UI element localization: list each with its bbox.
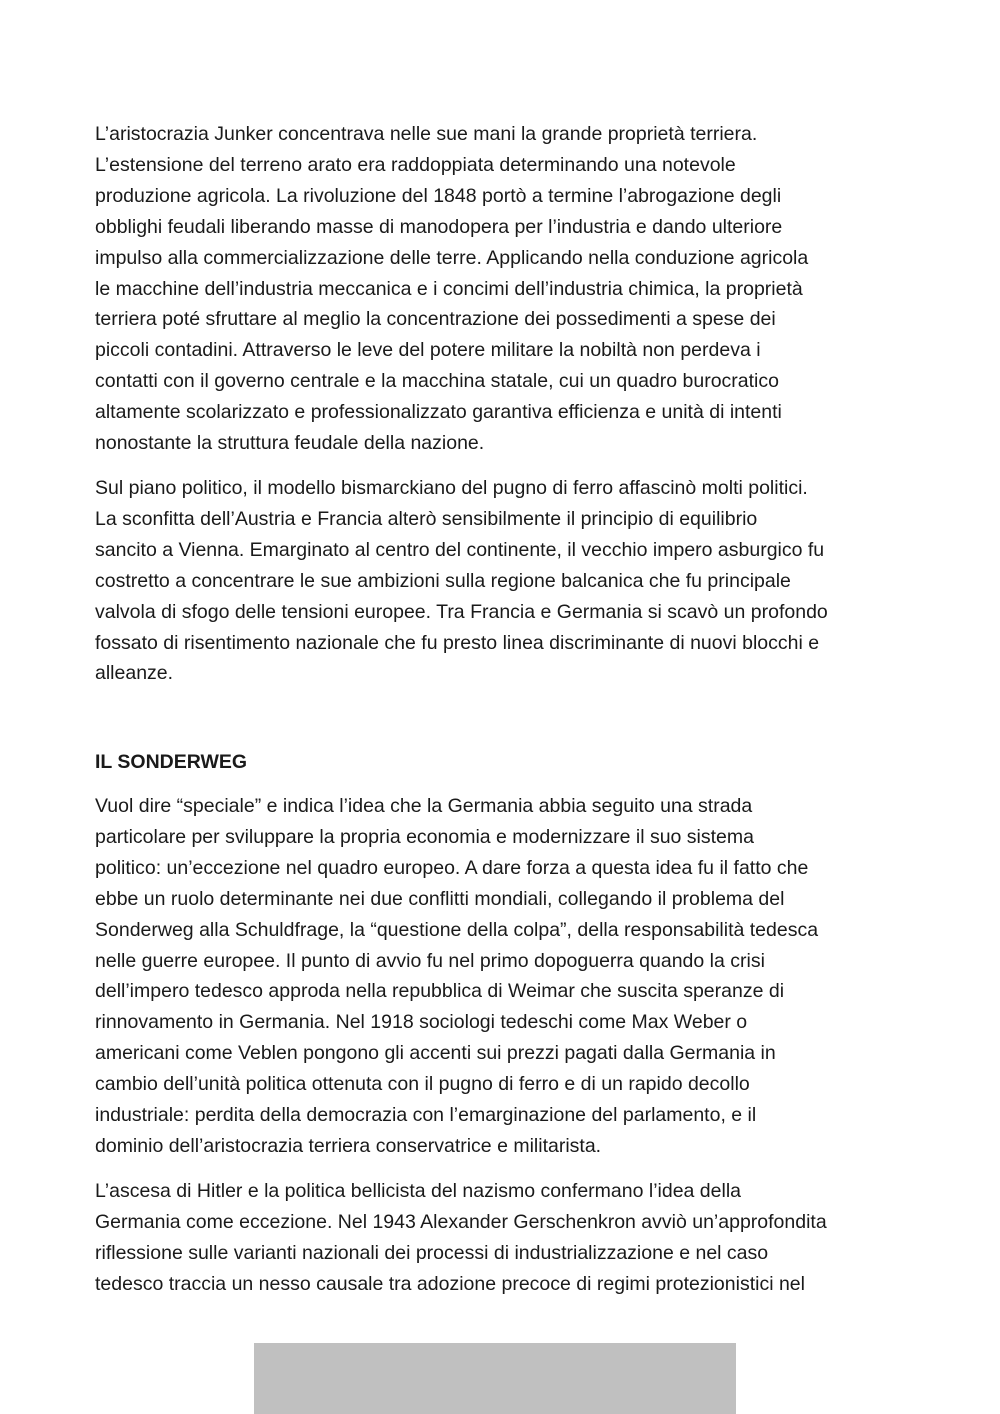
text-line: Sul piano politico, il modello bismarckiano del pugno di ferro affascinò molti politici. — [95, 476, 808, 499]
paragraph-junker — [95, 119, 910, 459]
text-line: alleanze. — [95, 662, 174, 685]
text-line: tedesco traccia un nesso causale tra adozione precoce di regimi protezionistici nel — [95, 1272, 805, 1295]
text-line: obblighi feudali liberando masse di manodopera per l’industria e dando ulteriore — [95, 215, 783, 238]
text-line: L’estensione del terreno arato era raddoppiata determinando una notevole — [95, 153, 736, 176]
text-line: cambio dell’unità politica ottenuta con il pugno di ferro e di un rapido decollo — [95, 1073, 750, 1096]
text-line: altamente scolarizzato e professionalizzato garantiva efficienza e unità di intenti — [95, 401, 782, 424]
text-line: L’aristocrazia Junker concentrava nelle sue mani la grande proprietà terriera. — [95, 123, 758, 145]
text-line: L’ascesa di Hitler e la politica bellicista del nazismo confermano l’idea della — [95, 1179, 742, 1202]
text-line: politico: un’eccezione nel quadro europeo. A dare forza a questa idea fu il fatto che — [95, 856, 809, 879]
section-body — [95, 791, 910, 1300]
text-line: valvola di sfogo delle tensioni europee. Tra Francia e Germania si scavò un profondo — [95, 600, 828, 623]
text-line: costretto a concentrare le sue ambizioni sulla regione balcanica che fu principale — [95, 569, 791, 592]
text-line: impulso alla commercializzazione delle terre. Applicando nella conduzione agricola — [95, 246, 809, 269]
text-line: nelle guerre europee. Il punto di avvio fu nel primo dopoguerra quando la crisi — [95, 949, 765, 972]
text-line: fossato di risentimento nazionale che fu presto linea discriminante di nuovi blocchi e — [95, 631, 820, 654]
text-line: americani come Veblen pongono gli accenti sui prezzi pagati dalla Germania in — [95, 1042, 776, 1065]
text-line: le macchine dell’industria meccanica e i concimi dell’industria chimica, la proprietà — [95, 277, 803, 300]
section-heading: IL SONDERWEG — [95, 751, 248, 773]
paragraph-sonderweg — [95, 791, 910, 1162]
footer-gray-bar — [254, 1343, 736, 1414]
text-line: Sonderweg alla Schuldfrage, la “questione della colpa”, della responsabilità tedesca — [95, 918, 819, 941]
text-line: produzione agricola. La rivoluzione del 1848 portò a termine l’abrogazione degli — [95, 184, 782, 207]
paragraph-political-plan — [95, 473, 910, 689]
text-line: Vuol dire “speciale” e indica l’idea che la Germania abbia seguito una strada — [95, 795, 753, 817]
text-line: particolare per sviluppare la propria economia e modernizzare il suo sistema — [95, 825, 754, 848]
text-line: sancito a Vienna. Emarginato al centro del continente, il vecchio impero asburgico fu — [95, 538, 825, 561]
text-line: riflessione sulle varianti nazionali dei processi di industrializzazione e nel caso — [95, 1241, 769, 1264]
text-line: contatti con il governo centrale e la macchina statale, cui un quadro burocratico — [95, 370, 779, 393]
text-line: piccoli contadini. Attraverso le leve del potere militare la nobiltà non perdeva i — [95, 339, 761, 362]
paragraph-hitler — [95, 1176, 910, 1300]
text-line: Germania come eccezione. Nel 1943 Alexander Gerschenkron avviò un’approfondita — [95, 1210, 827, 1233]
text-line: La sconfitta dell’Austria e Francia alterò sensibilmente il principio di equilibrio — [95, 507, 758, 530]
text-line: terriera poté sfruttare al meglio la concentrazione dei possedimenti a spese dei — [95, 308, 776, 331]
text-line: rinnovamento in Germania. Nel 1918 sociologi tedeschi come Max Weber o — [95, 1011, 748, 1034]
text-line: dominio dell’aristocrazia terriera conservatrice e militarista. — [95, 1134, 602, 1157]
text-line: nonostante la struttura feudale della nazione. — [95, 432, 485, 455]
text-line: dell’impero tedesco approda nella repubblica di Weimar che suscita speranze di — [95, 980, 785, 1003]
document-page — [95, 119, 910, 1295]
text-line: ebbe un ruolo determinante nei due conflitti mondiali, collegando il problema del — [95, 887, 785, 910]
text-line: industriale: perdita della democrazia con l’emarginazione del parlamento, e il — [95, 1104, 757, 1127]
